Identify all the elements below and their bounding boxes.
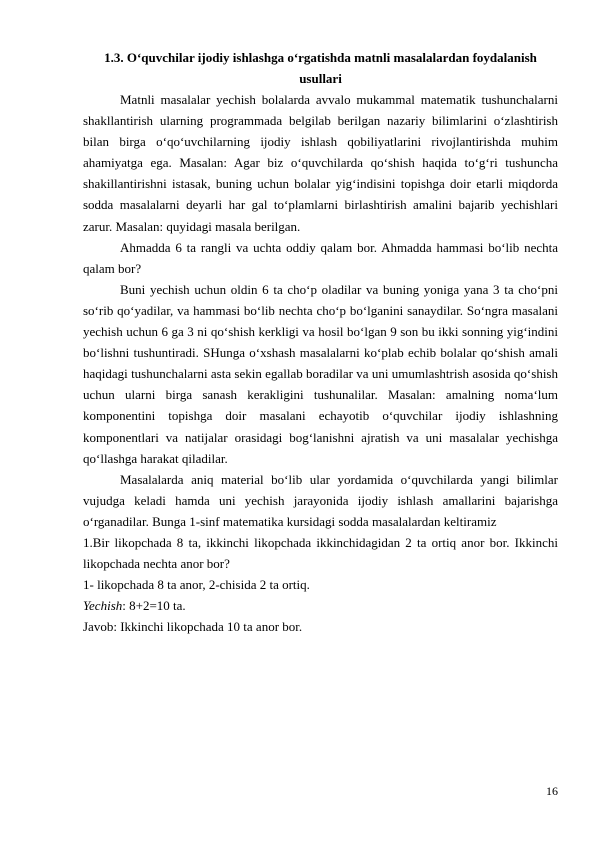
solution-label: Yechish (83, 598, 123, 614)
page-number: 16 (546, 784, 558, 798)
paragraph-4: Masalalarda aniq material bo‘lib ular yordamida o‘quvchilarda yangi bilimlar vujudga keladi hamda uni yechish jarayonida ijodiy ishlash amallarini bajarishga o‘rganadilar. Bunga 1-sinf matematika kursidagi sodda masalalardan keltiramiz (83, 471, 558, 529)
problem-statement: 1.Bir likopchada 8 ta, ikkinchi likopchada ikkinchidagidan 2 ta ortiq anor bor. Ikkinchi likopchada nechta anor bor? (83, 534, 558, 572)
answer-line: Javob: Ikkinchi likopchada 10 ta anor bor. (83, 619, 303, 635)
problem-condition: 1- likopchada 8 ta anor, 2-chisida 2 ta ortiq. (83, 577, 310, 593)
paragraph-3: Buni yechish uchun oldin 6 ta cho‘p oladilar va buning yoniga yana 3 ta cho‘pni so‘rib qo‘yadilar, va hammasi bo‘lib nechta cho‘p bo‘lganini sanaydilar. So‘ngra masalani yechish uchun 6 ga 3 ni qo‘shish kerkligi va hosil bo‘lgan 9 son bu ikki sonning yig‘indini bo‘lishni tushuntiradi. SHunga o‘xshash masalalarni ko‘plab echib bolalar qo‘shish amali haqidagi tushunchalarni asta sekin egallab boradilar va uni umumlashtrish asosida qo‘shish uchun ularni birga sanash kerakligini tushunalilar. Masalan: amalning noma‘lum komponentini topishga doir masalani echayotib o‘quvchilar ijodiy ishlashning komponentlari va natijalar orasidagi bog‘lanishni ajratish va uni masalalar yechishga qo‘llashga harakat qiladilar. (83, 281, 558, 466)
paragraph-2: Ahmadda 6 ta rangli va uchta oddiy qalam bor. Ahmadda hammasi bo‘lib nechta qalam bor? (83, 239, 558, 276)
section-heading: 1.3. O‘quvchilar ijodiy ishlashga o‘rgatishda matnli masalalardan foydalanish usullari (104, 50, 537, 86)
solution-value: : 8+2=10 ta. (122, 598, 186, 614)
solution-line (83, 595, 558, 616)
paragraph-1: Matnli masalalar yechish bolalarda avvalo mukammal matematik tushunchalarni shakllantirish ularning programmada belgilab berilgan nazariy bilimlarini o‘zlashtirish bilan birga o‘qo‘uvchilarning ijodiy ishlash qobiliyatlarini rivojlantirishda muhim ahamiyatga ega. Masalan: Agar biz o‘quvchilarda qo‘shish haqida to‘g‘ri tushuncha shakillantirishni istasak, buning uchun bolalar yig‘indisini topishga doir etarli miqdorda sodda masalalarni deyarli har gal to‘plamlarni birlashtirish amalini bajarib yechishlari zarur. Masalan: quyidagi masala berilgan. (83, 92, 558, 234)
